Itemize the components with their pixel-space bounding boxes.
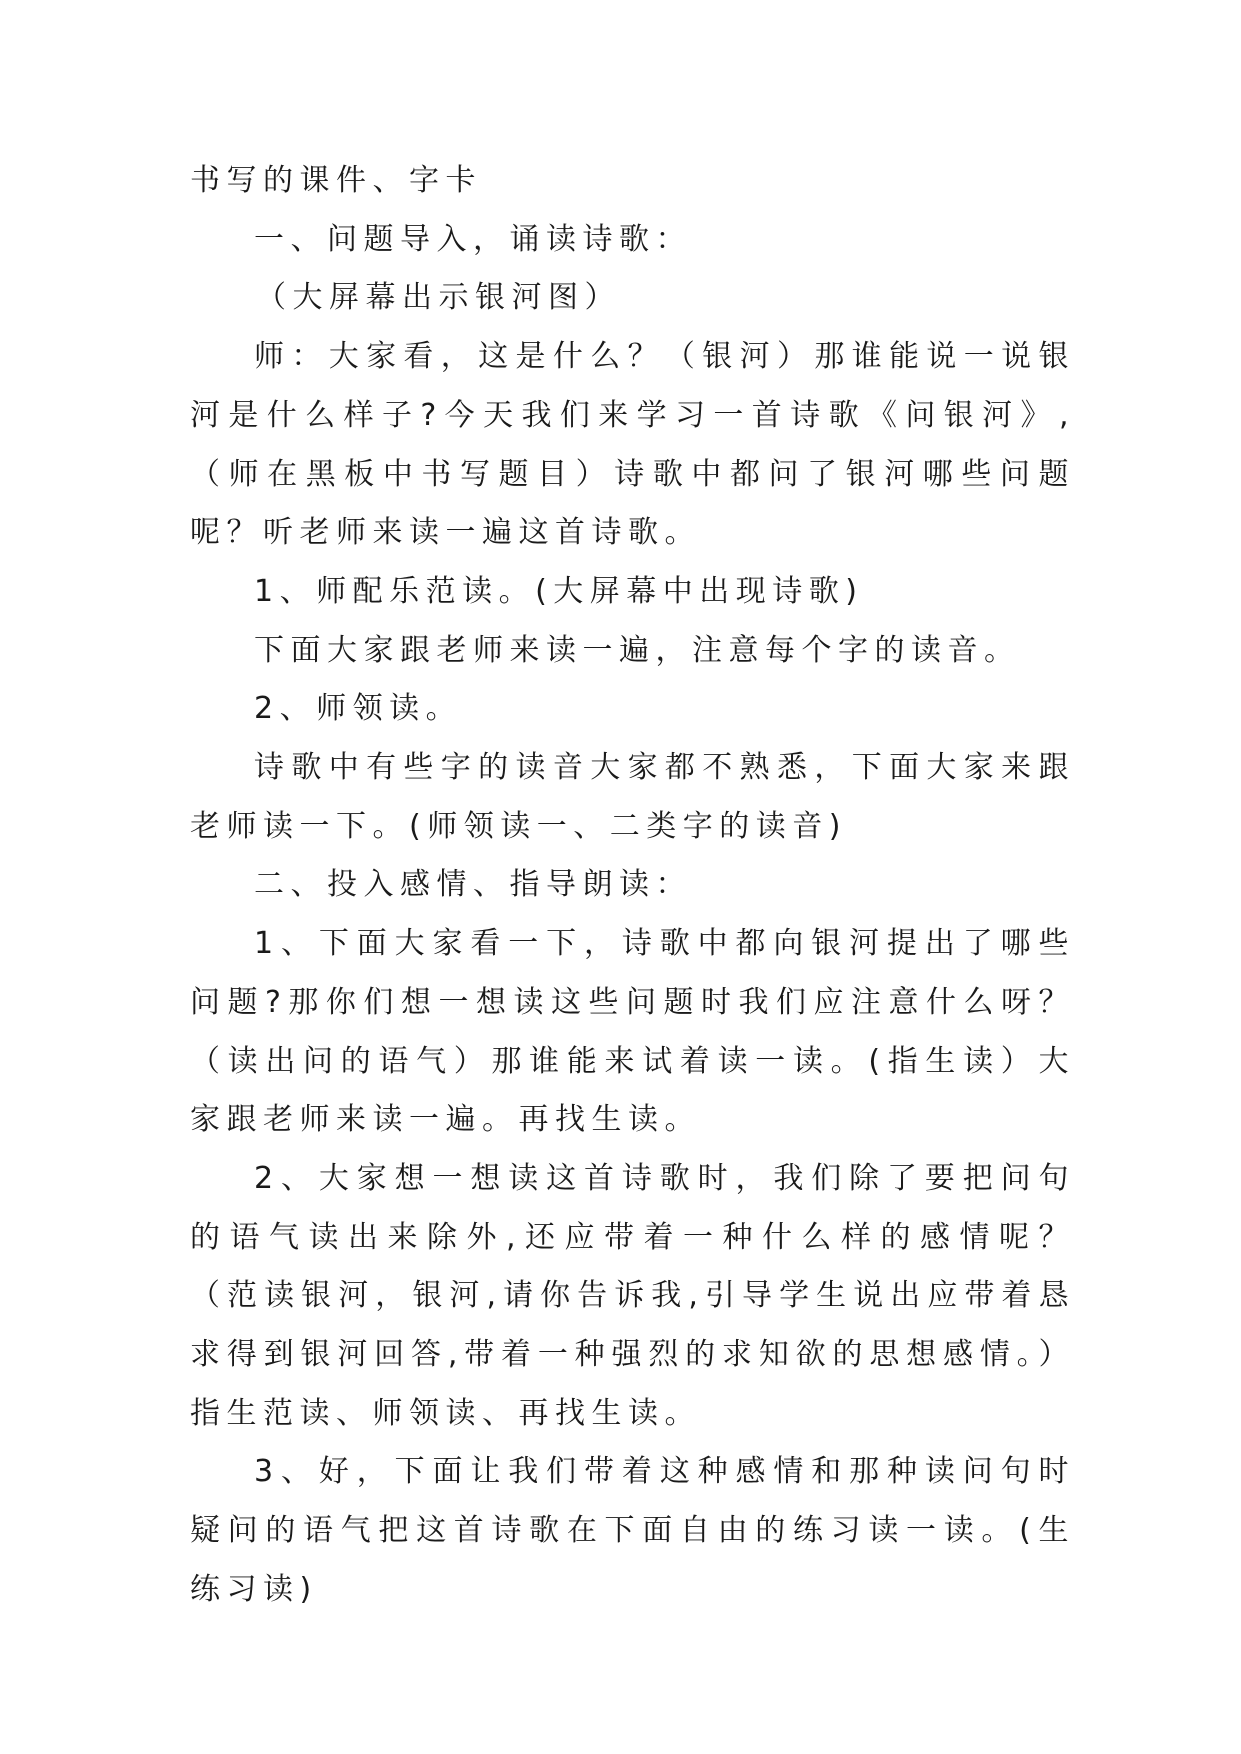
section-heading-2: 二、投入感情、指导朗读： (254, 867, 692, 903)
paragraph-question-2: 2、大家想一想读这首诗歌时，我们除了要把问句的语气读出来除外,还应带着一种什么样的感情呢？（范读银河，银河,请你告诉我,引导学生说出应带着恳求得到银河回答,带着一种强烈的求知欲的思想感情。）指生范读、师领读、再找生读。 (190, 1160, 1075, 1431)
paragraph-teacher-intro: 师：大家看，这是什么？（银河）那谁能说一说银河是什么样子?今天我们来学习一首诗歌《问银河》,（师在黑板中书写题目）诗歌中都问了银河哪些问题呢？听老师来读一遍这首诗歌。 (190, 339, 1075, 551)
paragraph-step-2: 2、师领读。 (254, 691, 463, 727)
paragraph-question-1: 1、下面大家看一下，诗歌中都向银河提出了哪些问题?那你们想一想读这些问题时我们应注意什么呀？（读出问的语气）那谁能来试着读一读。(指生读）大家跟老师来读一遍。再找生读。 (190, 926, 1075, 1138)
paragraph-question-3: 3、好，下面让我们带着这种感情和那种读问句时疑问的语气把这首诗歌在下面自由的练习读一读。(生练习读) (190, 1454, 1075, 1607)
paragraph-step-1: 1、师配乐范读。(大屏幕中出现诗歌) (254, 573, 864, 609)
paragraph-read-along: 下面大家跟老师来读一遍，注意每个字的读音。 (254, 632, 1021, 668)
section-heading-1: 一、问题导入，诵读诗歌： (254, 221, 692, 257)
paragraph-materials: 书写的课件、字卡 (190, 163, 482, 198)
document-body (190, 152, 1075, 1620)
paragraph-screen-note: （大屏幕出示银河图） (256, 280, 621, 316)
paragraph-pronunciation: 诗歌中有些字的读音大家都不熟悉，下面大家来跟老师读一下。(师领读一、二类字的读音) (190, 750, 1075, 844)
